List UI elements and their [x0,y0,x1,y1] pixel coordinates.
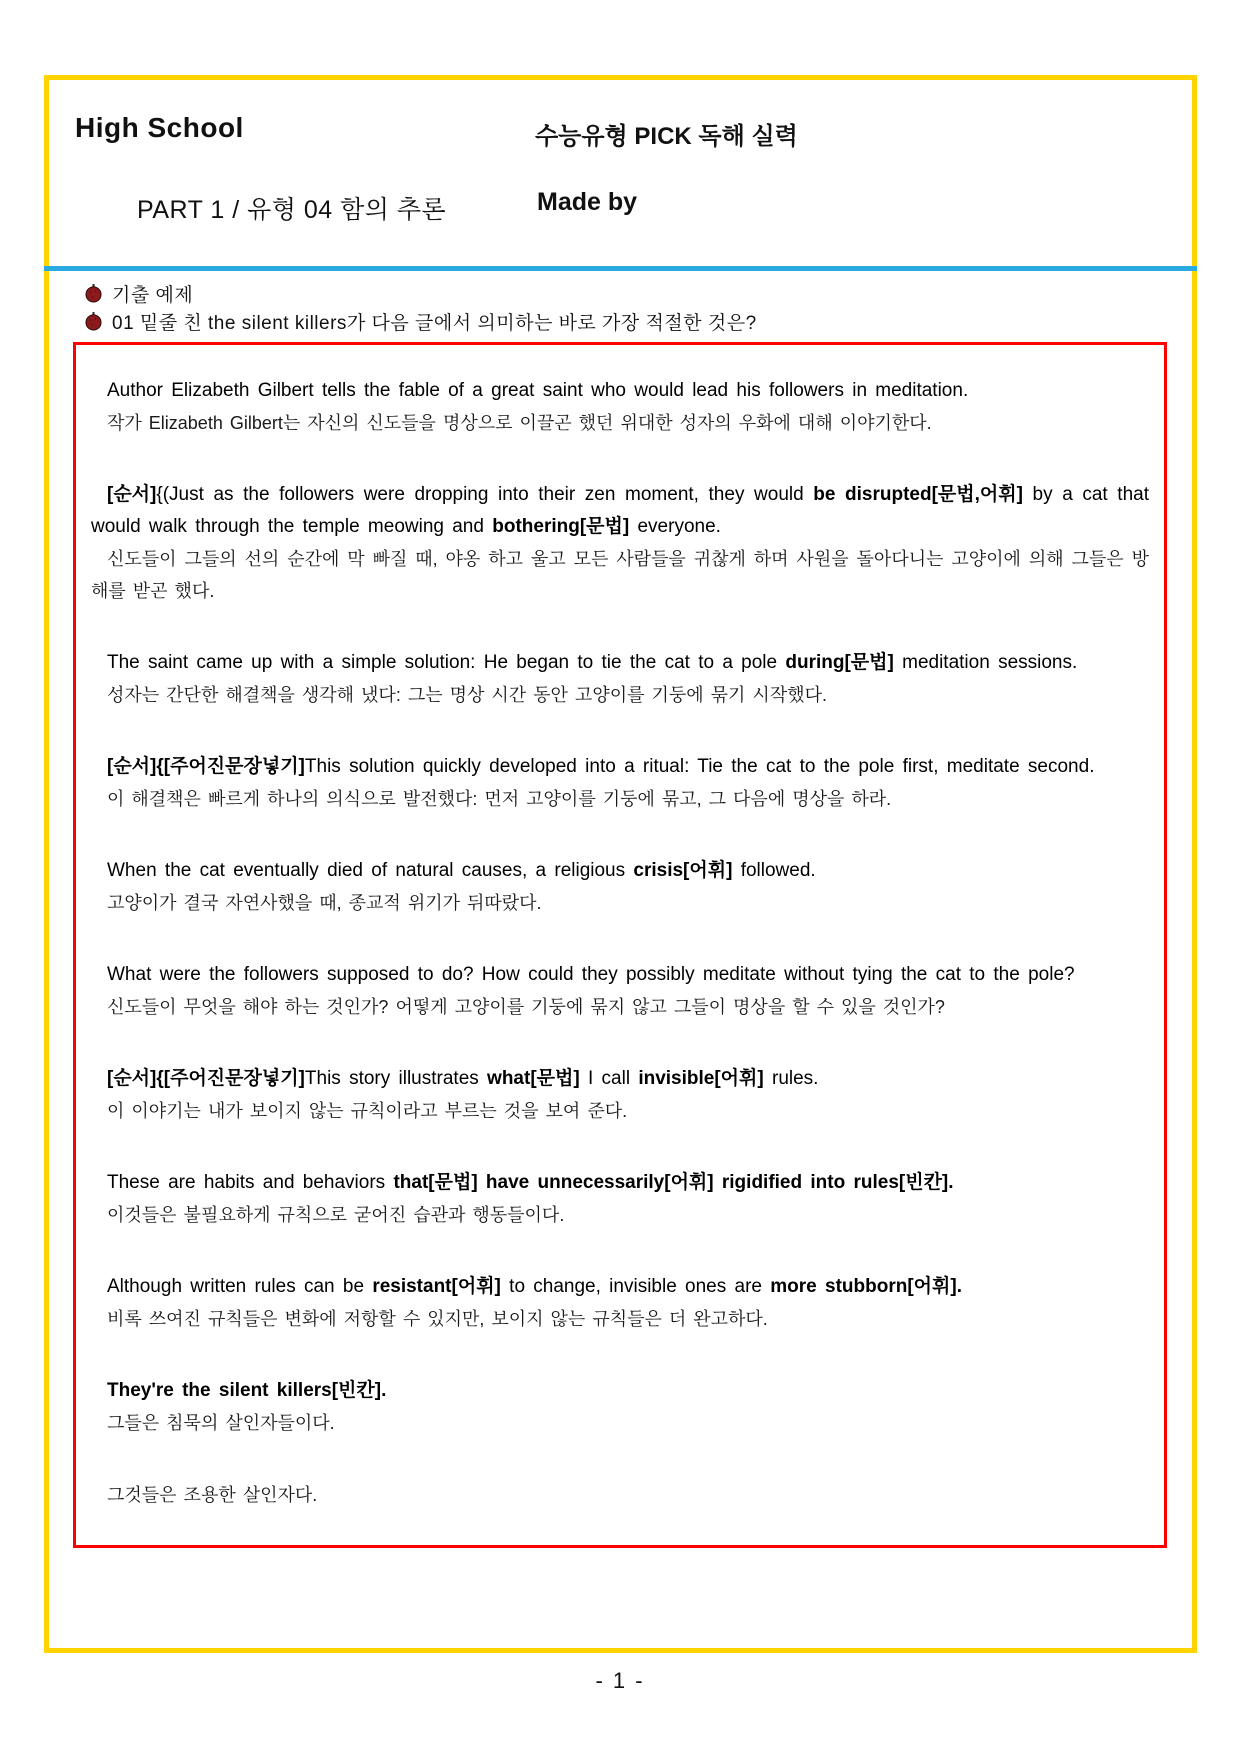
paragraph [91,1167,1149,1231]
highlight-term: what[문법] [487,1068,580,1089]
paragraph [91,1271,1149,1335]
paragraph [91,751,1149,815]
highlight-term: that[문법] have unnecessarily[어휘] rigidified into rules[빈칸]. [393,1172,954,1193]
sentence-kr: 고양이가 결국 자연사했을 때, 종교적 위기가 뒤따랐다. [107,893,542,913]
highlight-term: bothering[문법] [492,516,630,537]
series-title: 수능유형 PICK 독해 실력 [535,123,798,150]
sentence-en: The saint came up with a simple solution: He began to tie the cat to a pole during[문법] meditation sessions. [107,652,1078,673]
highlight-term: during[문법] [785,652,894,673]
passage-box [73,342,1167,1548]
highlight-term: invisible[어휘] [638,1068,764,1089]
paragraph [91,959,1149,1023]
brand-title: High School [75,112,244,143]
section-heading-row [85,280,193,307]
sentence-kr: 그들은 침묵의 살인자들이다. [107,1413,335,1433]
highlight-term: more stubborn[어휘]. [770,1276,962,1297]
sentence-en: Although written rules can be resistant[어휘] to change, invisible ones are more stubborn[어휘]. [107,1276,962,1297]
yellow-frame [44,75,1197,1653]
highlight-term: [순서] [107,484,157,505]
question-text: 01 밑줄 친 the silent killers가 다음 글에서 의미하는 바로 가장 적절한 것은? [112,313,757,334]
berry-bullet-icon [85,284,102,303]
sentence-en: [순서]{[주어진문장넣기]This solution quickly developed into a ritual: Tie the cat to the pole first, meditate second. [107,756,1095,777]
sentence-en [91,1375,1149,1407]
sentence-kr: 비록 쓰여진 규칙들은 변화에 저항할 수 있지만, 보이지 않는 규칙들은 더 완고하다. [107,1309,768,1329]
made-by-label: Made by [537,188,638,216]
paragraph [91,479,1149,607]
highlight-term: be disrupted[문법,어휘] [813,484,1023,505]
part-title: PART 1 / 유형 04 함의 추론 [137,196,447,224]
sentence-kr: 이 해결책은 빠르게 하나의 의식으로 발전했다: 먼저 고양이를 기둥에 묶고, 그 다음에 명상을 하라. [107,789,892,809]
paragraph [91,375,1149,439]
paragraph [91,1063,1149,1127]
sentence-kr: 성자는 간단한 해결책을 생각해 냈다: 그는 명상 시간 동안 고양이를 기둥에 묶기 시작했다. [107,685,827,705]
sentence-kr: 이것들은 불필요하게 규칙으로 굳어진 습관과 행동들이다. [107,1205,565,1225]
sentence-en: When the cat eventually died of natural causes, a religious crisis[어휘] followed. [107,860,816,881]
highlight-term: They're the silent killers[빈칸]. [107,1380,387,1401]
paragraph [91,855,1149,919]
sentence-en: Author Elizabeth Gilbert tells the fable of a great saint who would lead his followers in meditation. [107,380,969,401]
sentence-en: What were the followers supposed to do? How could they possibly meditate without tying the cat to the pole? [107,964,1075,985]
highlight-term: crisis[어휘] [633,860,733,881]
sentence-en: [순서]{[주어진문장넣기]This story illustrates what[문법] I call invisible[어휘] rules. [107,1068,819,1089]
question-row [85,308,757,335]
sentence-en: These are habits and behaviors that[문법] have unnecessarily[어휘] rigidified into rules[빈칸]. [107,1172,954,1193]
sentence-kr: 이 이야기는 내가 보이지 않는 규칙이라고 부르는 것을 보여 준다. [107,1101,628,1121]
sentence-kr: 신도들이 그들의 선의 순간에 막 빠질 때, 야옹 하고 울고 모든 사람들을 귀찮게 하며 사원을 돌아다니는 고양이에 의해 그들은 방해를 받곤 했다. [91,549,1149,601]
paragraph [91,1479,1149,1511]
paragraph [91,647,1149,711]
sentence-en: [순서]{(Just as the followers were dropping into their zen moment, they would be disrupted[문법,어휘] by a cat that would walk through the temple meowing and bothering[문법] everyone. [91,484,1149,537]
section-heading-label: 기출 예제 [112,285,194,306]
highlight-term: [순서]{[주어진문장넣기] [107,1068,305,1089]
highlight-term: resistant[어휘] [372,1276,501,1297]
berry-bullet-icon [85,312,102,331]
sentence-kr: 그것들은 조용한 살인자다. [107,1485,318,1505]
sentence-kr: 작가 Elizabeth Gilbert는 자신의 신도들을 명상으로 이끌곤 했던 위대한 성자의 우화에 대해 이야기한다. [107,413,932,433]
sentence-kr: 신도들이 무엇을 해야 하는 것인가? 어떻게 고양이를 기둥에 묶지 않고 그들이 명상을 할 수 있을 것인가? [107,997,945,1017]
paragraph [91,1375,1149,1439]
page-number: - 1 - [595,1668,645,1693]
highlight-term: [순서]{[주어진문장넣기] [107,756,305,777]
blue-divider [44,266,1197,271]
